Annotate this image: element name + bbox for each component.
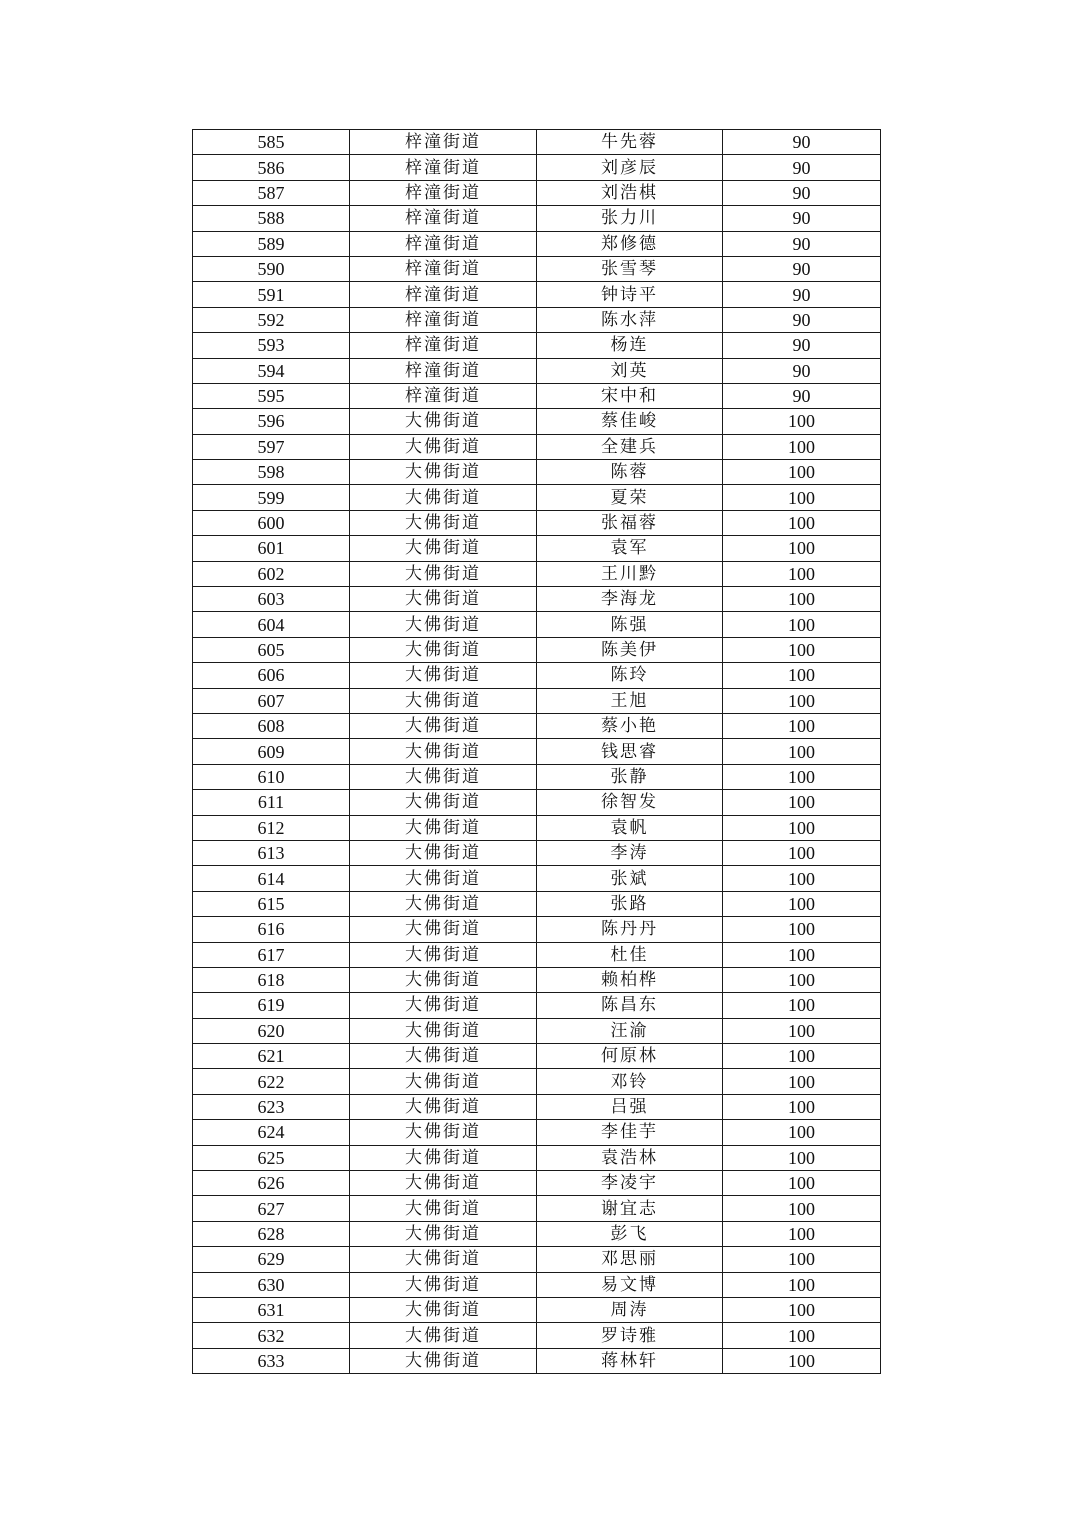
table-row <box>193 866 881 891</box>
score-cell: 100 <box>723 1145 881 1170</box>
person-name-cell: 刘浩棋 <box>537 180 723 205</box>
score-cell: 100 <box>723 790 881 815</box>
street-cell: 大佛街道 <box>350 993 537 1018</box>
row-number-cell: 630 <box>193 1272 350 1297</box>
street-cell: 梓潼街道 <box>350 307 537 332</box>
street-cell: 大佛街道 <box>350 917 537 942</box>
row-number-cell: 609 <box>193 739 350 764</box>
row-number-cell: 600 <box>193 510 350 535</box>
table-row <box>193 663 881 688</box>
row-number-cell: 617 <box>193 942 350 967</box>
person-name-cell: 李佳芋 <box>537 1120 723 1145</box>
person-name-cell: 张雪琴 <box>537 256 723 281</box>
street-cell: 大佛街道 <box>350 713 537 738</box>
person-name-cell: 陈蓉 <box>537 460 723 485</box>
table-row <box>193 891 881 916</box>
row-number-cell: 625 <box>193 1145 350 1170</box>
score-cell: 100 <box>723 1171 881 1196</box>
street-cell: 大佛街道 <box>350 1247 537 1272</box>
table-row <box>193 1120 881 1145</box>
table-row <box>193 1272 881 1297</box>
score-cell: 100 <box>723 612 881 637</box>
table-row <box>193 1044 881 1069</box>
person-name-cell: 李涛 <box>537 840 723 865</box>
table-row <box>193 1247 881 1272</box>
row-number-cell: 585 <box>193 130 350 155</box>
street-cell: 大佛街道 <box>350 637 537 662</box>
table-row <box>193 713 881 738</box>
person-name-cell: 陈玲 <box>537 663 723 688</box>
street-cell: 大佛街道 <box>350 536 537 561</box>
street-cell: 大佛街道 <box>350 485 537 510</box>
row-number-cell: 597 <box>193 434 350 459</box>
table-row <box>193 815 881 840</box>
score-cell: 90 <box>723 358 881 383</box>
person-name-cell: 袁浩林 <box>537 1145 723 1170</box>
score-cell: 100 <box>723 1069 881 1094</box>
street-cell: 梓潼街道 <box>350 180 537 205</box>
table-row <box>193 739 881 764</box>
row-number-cell: 616 <box>193 917 350 942</box>
street-cell: 梓潼街道 <box>350 130 537 155</box>
row-number-cell: 599 <box>193 485 350 510</box>
person-name-cell: 彭飞 <box>537 1221 723 1246</box>
person-name-cell: 易文博 <box>537 1272 723 1297</box>
person-name-cell: 陈昌东 <box>537 993 723 1018</box>
row-number-cell: 607 <box>193 688 350 713</box>
table-row <box>193 1171 881 1196</box>
score-cell: 100 <box>723 688 881 713</box>
row-number-cell: 628 <box>193 1221 350 1246</box>
street-cell: 大佛街道 <box>350 1120 537 1145</box>
street-cell: 大佛街道 <box>350 815 537 840</box>
street-cell: 大佛街道 <box>350 1044 537 1069</box>
score-cell: 100 <box>723 993 881 1018</box>
row-number-cell: 632 <box>193 1323 350 1348</box>
row-number-cell: 602 <box>193 561 350 586</box>
row-number-cell: 592 <box>193 307 350 332</box>
table-row <box>193 1348 881 1373</box>
row-number-cell: 591 <box>193 282 350 307</box>
score-cell: 100 <box>723 1044 881 1069</box>
table-row <box>193 917 881 942</box>
table-row <box>193 307 881 332</box>
table-row <box>193 409 881 434</box>
person-name-cell: 谢宜志 <box>537 1196 723 1221</box>
row-number-cell: 621 <box>193 1044 350 1069</box>
table-row <box>193 358 881 383</box>
street-cell: 大佛街道 <box>350 891 537 916</box>
table-row <box>193 587 881 612</box>
table-row <box>193 434 881 459</box>
table-row <box>193 1323 881 1348</box>
street-cell: 大佛街道 <box>350 663 537 688</box>
person-name-cell: 汪渝 <box>537 1018 723 1043</box>
person-name-cell: 王旭 <box>537 688 723 713</box>
table-row <box>193 180 881 205</box>
row-number-cell: 611 <box>193 790 350 815</box>
row-number-cell: 596 <box>193 409 350 434</box>
row-number-cell: 590 <box>193 256 350 281</box>
person-name-cell: 全建兵 <box>537 434 723 459</box>
street-cell: 大佛街道 <box>350 510 537 535</box>
row-number-cell: 629 <box>193 1247 350 1272</box>
row-number-cell: 612 <box>193 815 350 840</box>
score-cell: 100 <box>723 561 881 586</box>
person-name-cell: 罗诗雅 <box>537 1323 723 1348</box>
table-row <box>193 130 881 155</box>
score-cell: 90 <box>723 256 881 281</box>
street-cell: 大佛街道 <box>350 561 537 586</box>
person-name-cell: 陈美伊 <box>537 637 723 662</box>
score-cell: 100 <box>723 1247 881 1272</box>
street-cell: 大佛街道 <box>350 587 537 612</box>
person-name-cell: 牛先蓉 <box>537 130 723 155</box>
row-number-cell: 615 <box>193 891 350 916</box>
person-name-cell: 刘英 <box>537 358 723 383</box>
table-row <box>193 206 881 231</box>
score-cell: 90 <box>723 383 881 408</box>
street-cell: 大佛街道 <box>350 460 537 485</box>
table-row <box>193 1094 881 1119</box>
street-cell: 梓潼街道 <box>350 155 537 180</box>
row-number-cell: 614 <box>193 866 350 891</box>
table-row <box>193 1069 881 1094</box>
person-name-cell: 王川黔 <box>537 561 723 586</box>
person-name-cell: 杨连 <box>537 333 723 358</box>
person-name-cell: 刘彦辰 <box>537 155 723 180</box>
row-number-cell: 603 <box>193 587 350 612</box>
score-cell: 100 <box>723 663 881 688</box>
score-cell: 100 <box>723 840 881 865</box>
street-cell: 大佛街道 <box>350 840 537 865</box>
score-cell: 100 <box>723 510 881 535</box>
row-number-cell: 619 <box>193 993 350 1018</box>
table-row <box>193 460 881 485</box>
score-cell: 100 <box>723 764 881 789</box>
table-row <box>193 1196 881 1221</box>
street-cell: 大佛街道 <box>350 1145 537 1170</box>
street-cell: 梓潼街道 <box>350 282 537 307</box>
score-cell: 100 <box>723 460 881 485</box>
street-cell: 大佛街道 <box>350 942 537 967</box>
person-name-cell: 何原林 <box>537 1044 723 1069</box>
street-cell: 大佛街道 <box>350 1272 537 1297</box>
score-cell: 90 <box>723 180 881 205</box>
score-cell: 90 <box>723 333 881 358</box>
street-cell: 梓潼街道 <box>350 333 537 358</box>
row-number-cell: 610 <box>193 764 350 789</box>
person-name-cell: 陈丹丹 <box>537 917 723 942</box>
person-name-cell: 张路 <box>537 891 723 916</box>
table-row <box>193 256 881 281</box>
table-row <box>193 790 881 815</box>
table-row <box>193 485 881 510</box>
table-row <box>193 942 881 967</box>
table-row <box>193 1221 881 1246</box>
street-cell: 大佛街道 <box>350 866 537 891</box>
row-number-cell: 623 <box>193 1094 350 1119</box>
person-name-cell: 钱思睿 <box>537 739 723 764</box>
street-cell: 大佛街道 <box>350 967 537 992</box>
score-cell: 90 <box>723 307 881 332</box>
score-cell: 100 <box>723 1094 881 1119</box>
score-cell: 100 <box>723 1221 881 1246</box>
person-name-cell: 钟诗平 <box>537 282 723 307</box>
street-cell: 梓潼街道 <box>350 206 537 231</box>
person-name-cell: 赖柏桦 <box>537 967 723 992</box>
row-number-cell: 606 <box>193 663 350 688</box>
street-cell: 大佛街道 <box>350 612 537 637</box>
score-cell: 100 <box>723 1196 881 1221</box>
score-cell: 90 <box>723 155 881 180</box>
table-row <box>193 688 881 713</box>
row-number-cell: 598 <box>193 460 350 485</box>
score-cell: 100 <box>723 815 881 840</box>
person-name-cell: 张斌 <box>537 866 723 891</box>
street-cell: 大佛街道 <box>350 1069 537 1094</box>
person-name-cell: 宋中和 <box>537 383 723 408</box>
person-name-cell: 陈强 <box>537 612 723 637</box>
street-cell: 大佛街道 <box>350 1323 537 1348</box>
row-number-cell: 618 <box>193 967 350 992</box>
row-number-cell: 586 <box>193 155 350 180</box>
score-cell: 90 <box>723 130 881 155</box>
person-name-cell: 邓思丽 <box>537 1247 723 1272</box>
row-number-cell: 613 <box>193 840 350 865</box>
person-name-cell: 蔡佳峻 <box>537 409 723 434</box>
person-name-cell: 郑修德 <box>537 231 723 256</box>
street-cell: 大佛街道 <box>350 688 537 713</box>
score-cell: 100 <box>723 434 881 459</box>
row-number-cell: 631 <box>193 1297 350 1322</box>
row-number-cell: 626 <box>193 1171 350 1196</box>
table-row <box>193 993 881 1018</box>
row-number-cell: 588 <box>193 206 350 231</box>
street-cell: 大佛街道 <box>350 1094 537 1119</box>
person-name-cell: 徐智发 <box>537 790 723 815</box>
score-cell: 100 <box>723 1297 881 1322</box>
row-number-cell: 604 <box>193 612 350 637</box>
person-name-cell: 蒋林轩 <box>537 1348 723 1373</box>
street-cell: 梓潼街道 <box>350 383 537 408</box>
score-cell: 100 <box>723 1120 881 1145</box>
street-cell: 大佛街道 <box>350 434 537 459</box>
person-name-cell: 袁军 <box>537 536 723 561</box>
table-row <box>193 536 881 561</box>
score-cell: 100 <box>723 917 881 942</box>
score-cell: 100 <box>723 536 881 561</box>
score-cell: 100 <box>723 637 881 662</box>
row-number-cell: 627 <box>193 1196 350 1221</box>
score-cell: 100 <box>723 1323 881 1348</box>
street-cell: 大佛街道 <box>350 1171 537 1196</box>
roster-table <box>192 129 881 1374</box>
person-name-cell: 陈水萍 <box>537 307 723 332</box>
street-cell: 大佛街道 <box>350 1348 537 1373</box>
row-number-cell: 620 <box>193 1018 350 1043</box>
roster-table-body <box>193 130 881 1374</box>
table-row <box>193 561 881 586</box>
score-cell: 100 <box>723 587 881 612</box>
row-number-cell: 608 <box>193 713 350 738</box>
person-name-cell: 李海龙 <box>537 587 723 612</box>
score-cell: 90 <box>723 231 881 256</box>
score-cell: 100 <box>723 891 881 916</box>
score-cell: 100 <box>723 739 881 764</box>
table-row <box>193 612 881 637</box>
street-cell: 大佛街道 <box>350 1018 537 1043</box>
table-row <box>193 1018 881 1043</box>
person-name-cell: 李凌宇 <box>537 1171 723 1196</box>
row-number-cell: 633 <box>193 1348 350 1373</box>
person-name-cell: 张福蓉 <box>537 510 723 535</box>
person-name-cell: 张力川 <box>537 206 723 231</box>
table-row <box>193 967 881 992</box>
person-name-cell: 邓铃 <box>537 1069 723 1094</box>
score-cell: 100 <box>723 1272 881 1297</box>
street-cell: 大佛街道 <box>350 764 537 789</box>
score-cell: 100 <box>723 866 881 891</box>
person-name-cell: 张静 <box>537 764 723 789</box>
street-cell: 大佛街道 <box>350 739 537 764</box>
row-number-cell: 624 <box>193 1120 350 1145</box>
score-cell: 100 <box>723 1348 881 1373</box>
person-name-cell: 吕强 <box>537 1094 723 1119</box>
table-row <box>193 637 881 662</box>
table-row <box>193 510 881 535</box>
table-row <box>193 1297 881 1322</box>
person-name-cell: 蔡小艳 <box>537 713 723 738</box>
row-number-cell: 593 <box>193 333 350 358</box>
street-cell: 大佛街道 <box>350 1196 537 1221</box>
score-cell: 100 <box>723 967 881 992</box>
row-number-cell: 605 <box>193 637 350 662</box>
row-number-cell: 601 <box>193 536 350 561</box>
street-cell: 梓潼街道 <box>350 358 537 383</box>
table-row <box>193 383 881 408</box>
score-cell: 100 <box>723 409 881 434</box>
table-row <box>193 333 881 358</box>
street-cell: 大佛街道 <box>350 409 537 434</box>
row-number-cell: 622 <box>193 1069 350 1094</box>
table-row <box>193 155 881 180</box>
table-row <box>193 764 881 789</box>
score-cell: 100 <box>723 1018 881 1043</box>
table-row <box>193 1145 881 1170</box>
person-name-cell: 袁帆 <box>537 815 723 840</box>
score-cell: 100 <box>723 713 881 738</box>
street-cell: 梓潼街道 <box>350 256 537 281</box>
score-cell: 100 <box>723 485 881 510</box>
score-cell: 90 <box>723 282 881 307</box>
table-row <box>193 282 881 307</box>
street-cell: 梓潼街道 <box>350 231 537 256</box>
street-cell: 大佛街道 <box>350 1221 537 1246</box>
row-number-cell: 594 <box>193 358 350 383</box>
row-number-cell: 589 <box>193 231 350 256</box>
score-cell: 90 <box>723 206 881 231</box>
street-cell: 大佛街道 <box>350 1297 537 1322</box>
table-row <box>193 231 881 256</box>
row-number-cell: 587 <box>193 180 350 205</box>
score-cell: 100 <box>723 942 881 967</box>
person-name-cell: 周涛 <box>537 1297 723 1322</box>
table-row <box>193 840 881 865</box>
street-cell: 大佛街道 <box>350 790 537 815</box>
row-number-cell: 595 <box>193 383 350 408</box>
person-name-cell: 杜佳 <box>537 942 723 967</box>
person-name-cell: 夏荣 <box>537 485 723 510</box>
